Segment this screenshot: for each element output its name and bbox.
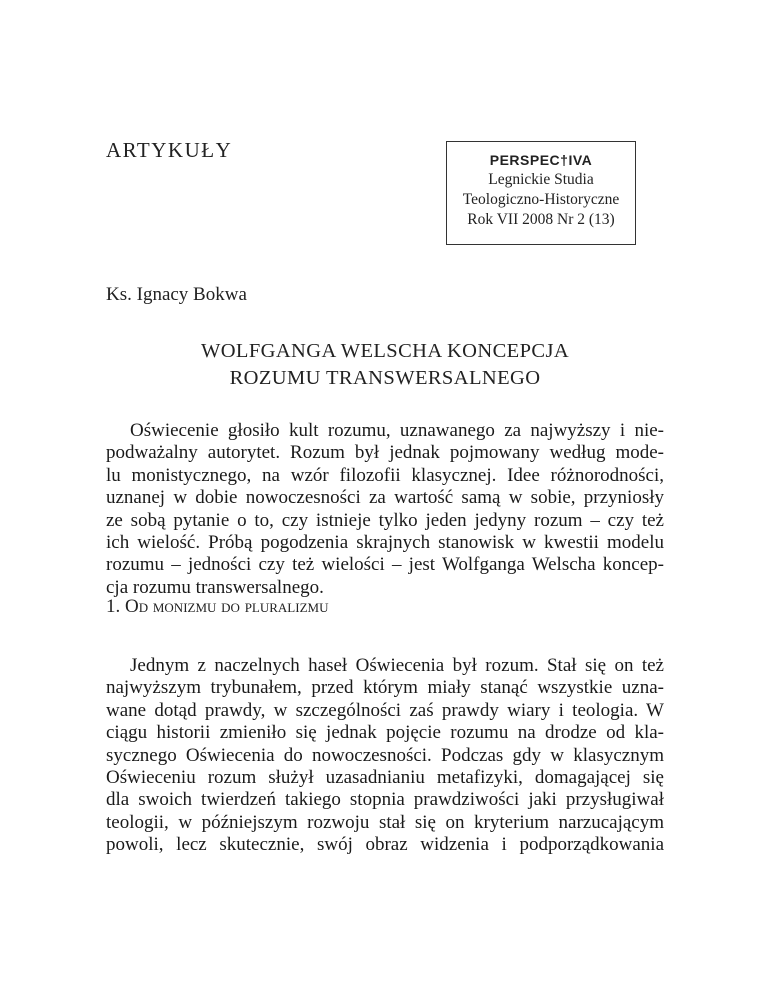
text-line: ciągu historii zmieniło się jednak pojęcie rozumu na drodze od kla- (106, 722, 664, 744)
text-line: wane dotąd prawdy, w szczególności zaś prawdy wiary i teologia. W (106, 699, 664, 721)
text-line: cja rozumu transwersalnego. (106, 576, 324, 598)
text-line: ich wielość. Próbą pogodzenia skrajnych stanowisk w kwestii modelu (106, 532, 664, 554)
text-line: ze sobą pytanie o to, czy istnieje tylko jeden jedyny rozum – czy też (106, 509, 664, 531)
section-number: 1. (106, 596, 125, 617)
text-line: sycznego Oświecenia do nowoczesności. Podczas gdy w klasycznym (106, 744, 664, 766)
journal-subtitle: Legnickie Studia (488, 171, 594, 188)
section-label: ARTYKUŁY (106, 138, 233, 162)
text-line: Oświecenie głosiło kult rozumu, uznawanego za najwyższy i nie- (130, 420, 664, 441)
text-line: teologii, w późniejszym rozwoju stał się on kryterium narzucającym (106, 811, 664, 833)
text-line: najwyższym trybunałem, przed którym miały stanąć wszystkie uzna- (106, 677, 664, 699)
abstract-paragraph (106, 420, 664, 599)
body-paragraph (106, 655, 664, 857)
text-line: podważalny autorytet. Rozum był jednak pojmowany według mode- (106, 442, 664, 464)
text-line: Jednym z naczelnych haseł Oświecenia był rozum. Stał się on też (130, 655, 664, 676)
journal-subtitle-2: Teologiczno-Historyczne (462, 191, 620, 208)
text-line: powoli, lecz skutecznie, swój obraz widzenia i podporządkowania (106, 834, 664, 856)
text-line: lu monistycznego, na wzór filozofii klasycznej. Idee różnorodności, (106, 464, 664, 486)
text-line: rozumu – jedności czy też wielości – jest Wolfganga Welscha koncep- (106, 554, 664, 576)
article-title-line: WOLFGANGA WELSCHA KONCEPCJA (200, 340, 570, 362)
article-title-line: ROZUMU TRANSWERSALNEGO (229, 367, 541, 389)
text-line: Oświeceniu rozum służył uzasadnianiu metafizyki, domagającej się (106, 767, 664, 789)
journal-info-box (446, 141, 636, 245)
text-line: dla swoich twierdzeń takiego stopnia prawdziwości jaki przysługiwał (106, 789, 664, 811)
journal-name: PERSPEC†IVA (489, 152, 593, 168)
text-line: uznanej w dobie nowoczesności za wartość samą w sobie, przyniosły (106, 487, 664, 509)
author-name: Ks. Ignacy Bokwa (106, 284, 247, 305)
journal-issue: Rok VII 2008 Nr 2 (13) (467, 211, 615, 228)
section-heading-text: Od monizmu do pluralizmu (125, 596, 329, 617)
section-heading (106, 596, 328, 618)
article-title (106, 338, 664, 392)
